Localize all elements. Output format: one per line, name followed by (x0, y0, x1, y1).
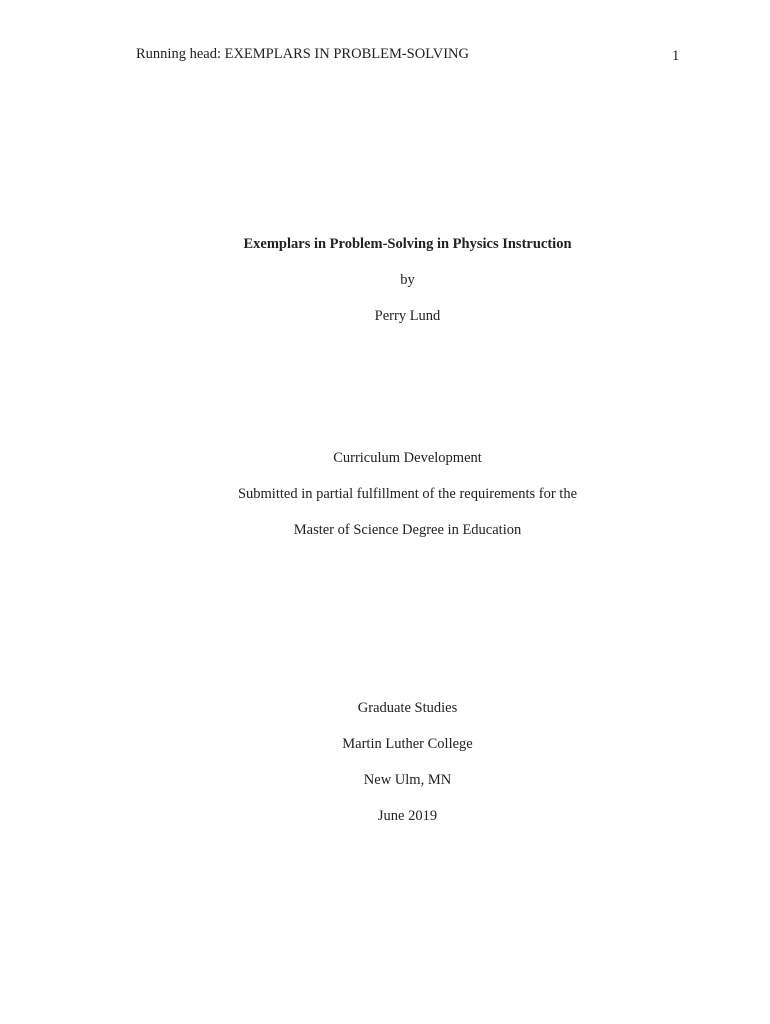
college-name: Martin Luther College (342, 736, 473, 752)
by-line: by (400, 272, 415, 288)
college-location: New Ulm, MN (363, 772, 452, 788)
program-name: Curriculum Development (333, 450, 482, 466)
author-name: Perry Lund (374, 308, 441, 324)
submission-statement: Submitted in partial fulfillment of the requirements for the (237, 486, 578, 502)
page-number: 1 (672, 48, 680, 64)
graduate-studies: Graduate Studies (357, 700, 458, 716)
running-head: Running head: EXEMPLARS IN PROBLEM-SOLVING (136, 46, 469, 62)
submission-date: June 2019 (377, 808, 438, 824)
degree-name: Master of Science Degree in Education (293, 522, 522, 538)
document-title: Exemplars in Problem-Solving in Physics Instruction (243, 236, 572, 252)
